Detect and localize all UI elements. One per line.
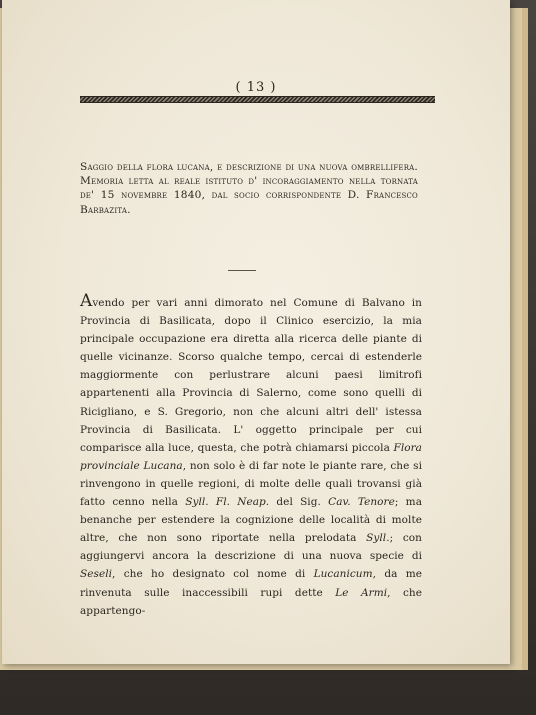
body-text-run: , da me rinvenuta sulle inaccessibili rupi dette bbox=[80, 568, 422, 599]
body-italic-run: Cav. Tenore bbox=[328, 496, 395, 509]
body-text-run: vendo per vari anni dimorato nel Comune di Balvano in Provincia di Basilicata, dopo il Clinico esercizio, la mia principale occupazione era diretta alla ricerca delle piante di quelle vicinanze. Scorso qualche tempo, cercai di estenderle maggiormente con perlustrare alcuni paesi limitrofi appartenenti alla Provincia di Salerno, come sono quelli di Ricigliano, e S. Gregorio, non che alcuni altri dell' istessa Provincia di Basilicata. L' oggetto principale per cui comparisce alla luce, questa, che potrà chiamarsi piccola bbox=[80, 297, 422, 454]
body-paragraph bbox=[80, 291, 422, 620]
body-text-run: ; ma benanche per estendere la cognizione delle località di molte altre, che non sono riportate nella prelodata bbox=[80, 496, 422, 545]
body-italic-run: Flora provinciale Lucana bbox=[80, 441, 422, 472]
body-italic-run: Seseli bbox=[80, 568, 113, 581]
body-text-run: , non solo è di far note le piante rare, che si rinvengono in quelle regioni, di molte delle quali trovansi già fatto cenno nella bbox=[80, 459, 422, 509]
header-ornamental-rule bbox=[80, 96, 435, 103]
book-page bbox=[2, 0, 510, 664]
body-text-run: ; con aggiungervi ancora la descrizione di una nuova specie di bbox=[80, 532, 422, 563]
body-italic-run: Lucanicum bbox=[313, 568, 373, 581]
memoir-title: Saggio della flora lucana, e descrizione di una nuova ombrellifera. Memoria letta al reale istituto d' incoraggiamento nella tornata de' 15 novembre 1840, dal socio corrispondente D. Francesco Barbazita. bbox=[80, 161, 418, 216]
body-italic-run: Syll. bbox=[366, 532, 390, 545]
body-italic-run: Le Armi bbox=[335, 586, 388, 599]
body-text-run: del Sig. bbox=[269, 496, 329, 509]
section-divider bbox=[228, 270, 256, 271]
body-text-run: , che appartengo- bbox=[80, 586, 422, 617]
body-text-run: , che ho designato col nome di bbox=[112, 568, 314, 581]
drop-cap: A bbox=[80, 291, 93, 311]
body-italic-run: Syll. Fl. Neap. bbox=[185, 496, 270, 509]
page-number: ( 13 ) bbox=[235, 80, 277, 95]
